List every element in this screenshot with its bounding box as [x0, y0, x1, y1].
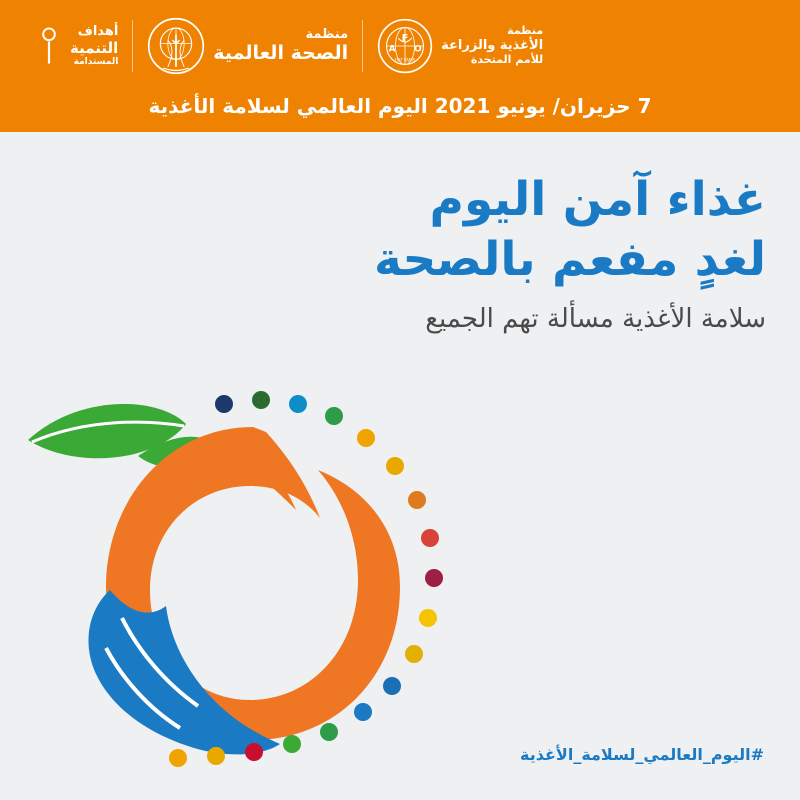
fao-emblem-icon — [377, 18, 433, 74]
headline-line-2: لغدٍ مفعم بالصحة — [374, 232, 766, 288]
sdg-wheel-icon — [36, 25, 62, 67]
subheadline: سلامة الأغذية مسألة تهم الجميع — [425, 304, 766, 335]
who-emblem-icon — [147, 17, 205, 75]
headline-block — [180, 170, 766, 334]
logo-who-line-1: منظمة — [305, 26, 349, 42]
svg-text:FIAT PANIS: FIAT PANIS — [394, 57, 416, 63]
header-banner — [0, 0, 800, 132]
hand-shape — [88, 590, 280, 754]
logo-sdg-line-1: أهداف — [77, 24, 119, 40]
logo-sdg-text — [70, 24, 118, 68]
header-date-line: 7 حزيران/ يونيو 2021 اليوم العالمي لسلامة الأغذية — [148, 94, 652, 118]
svg-text:A: A — [388, 44, 396, 55]
headline-line-1: غذاء آمن اليوم — [429, 172, 766, 227]
logo-who-line-2: الصحة العالمية — [213, 41, 349, 64]
logo-sdg-line-3: المستدامة — [73, 57, 119, 68]
world-food-safety-day-emblem — [18, 382, 508, 772]
poster-body — [0, 132, 800, 800]
logo-fao-line-2: الأغذية والزراعة — [441, 38, 544, 54]
hashtag-text: #اليوم_العالمي_لسلامة_الأغذية — [520, 745, 764, 764]
logo-fao — [363, 18, 557, 74]
logo-fao-line-3: للأمم المتحدة — [470, 52, 544, 66]
logo-row — [22, 10, 778, 82]
logo-sdg-line-2: التنمية — [70, 38, 119, 57]
svg-text:O: O — [414, 44, 422, 55]
logo-fao-line-1: منظمة — [507, 24, 544, 38]
logo-sdg — [22, 24, 132, 68]
logo-fao-text — [441, 25, 543, 66]
logo-divider-1 — [362, 20, 363, 72]
svg-text:F: F — [401, 32, 409, 44]
logo-who — [133, 17, 362, 75]
logo-divider-2 — [132, 20, 133, 72]
logo-who-text — [213, 28, 348, 65]
